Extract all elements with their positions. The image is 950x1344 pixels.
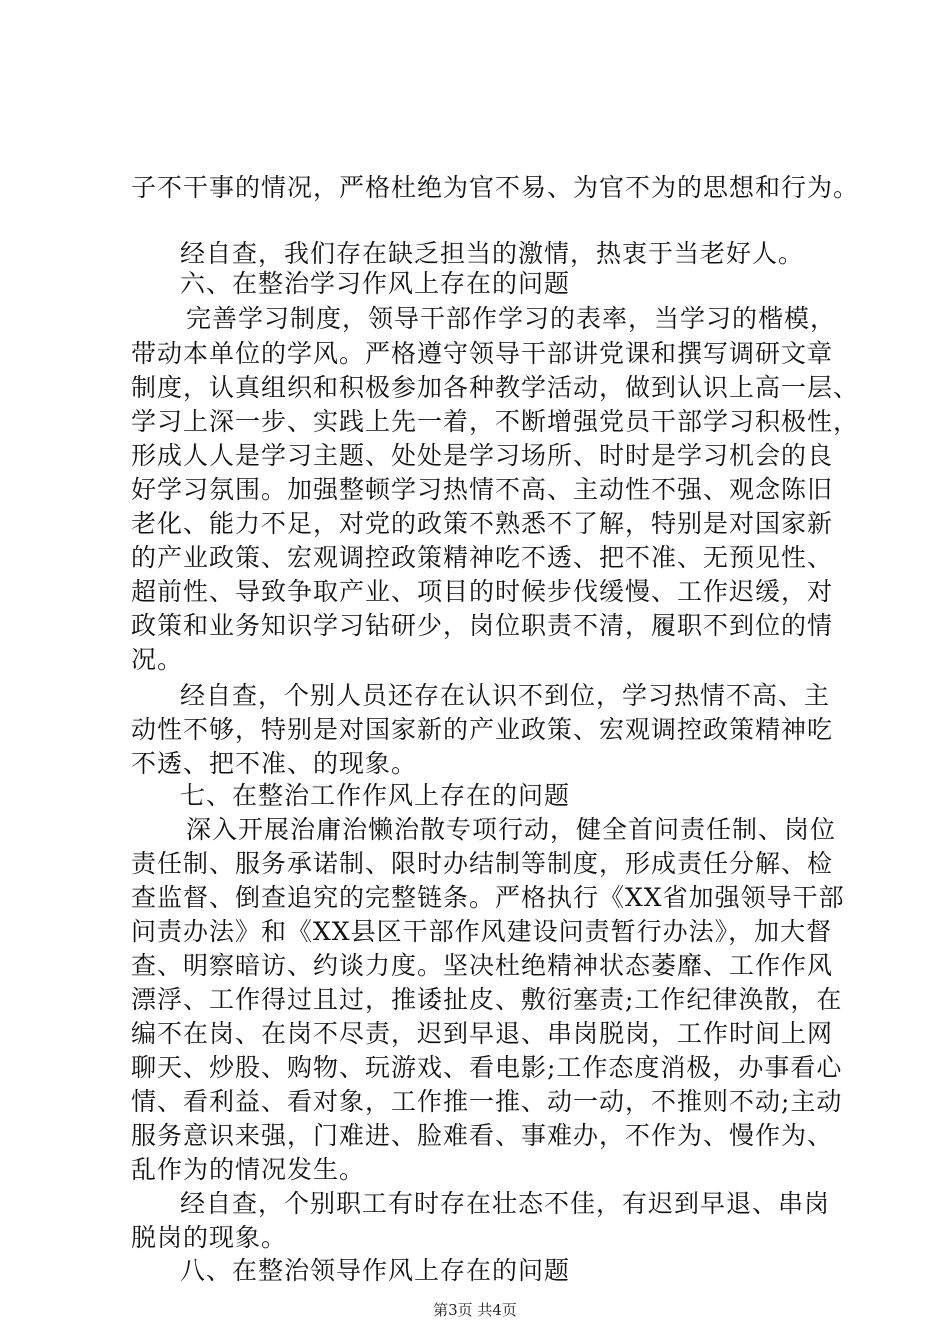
text-line: 编不在岗、在岗不尽责，迟到早退、串岗脱岗，工作时间上网	[131, 1019, 834, 1048]
text-line: 查、明察暗访、约谈力度。坚决杜绝精神状态萎靡、工作作风	[131, 951, 834, 980]
section-heading: 八、在整治领导作风上存在的问题	[180, 1256, 571, 1285]
text-line: 超前性、导致争取产业、项目的时候步伐缓慢、工作迟缓，对	[131, 577, 834, 606]
text-line: 动性不够，特别是对国家新的产业政策、宏观调控政策精神吃	[131, 715, 834, 744]
text-line: 子不干事的情况，严格杜绝为官不易、为官不为的思想和行为。	[131, 173, 860, 202]
text-line: 好学习氛围。加强整顿学习热情不高、主动性不强、观念陈旧	[131, 475, 834, 504]
text-line: 经自查，我们存在缺乏担当的激情，热衷于当老好人。	[180, 239, 805, 268]
text-line: 带动本单位的学风。严格遵守领导干部讲党课和撰写调研文章	[131, 339, 834, 368]
text-line: 聊天、炒股、购物、玩游戏、看电影;工作态度消极，办事看心	[131, 1053, 843, 1082]
text-line: 责任制、服务承诺制、限时办结制等制度，形成责任分解、检	[131, 849, 834, 878]
text-line: 完善学习制度，领导干部作学习的表率，当学习的楷模，	[186, 304, 837, 333]
text-line: 制度，认真组织和积极参加各种教学活动，做到认识上高一层、	[131, 373, 860, 402]
text-line: 的产业政策、宏观调控政策精神吃不透、把不准、无预见性、	[131, 543, 834, 572]
text-line: 学习上深一步、实践上先一着，不断增强党员干部学习积极性，	[131, 407, 860, 436]
text-line: 深入开展治庸治懒治散专项行动，健全首问责任制、岗位	[186, 815, 837, 844]
text-line: 查监督、倒查追究的完整链条。严格执行《XX省加强领导干部	[131, 883, 845, 912]
text-line: 老化、能力不足，对党的政策不熟悉不了解，特别是对国家新	[131, 509, 834, 538]
text-line: 漂浮、工作得过且过，推诿扯皮、敷衍塞责;工作纪律涣散，在	[131, 985, 843, 1014]
text-line: 形成人人是学习主题、处处是学习场所、时时是学习机会的良	[131, 441, 834, 470]
section-heading: 七、在整治工作作风上存在的问题	[180, 781, 571, 810]
text-line: 况。	[131, 645, 184, 674]
text-line: 问责办法》和《XX县区干部作风建设问责暂行办法》，加大督	[131, 917, 833, 946]
text-line: 脱岗的现象。	[131, 1223, 288, 1252]
page-number-footer: 第3页 共4页	[433, 1301, 517, 1319]
text-line: 服务意识来强，门难进、脸难看、事难办，不作为、慢作为、	[131, 1121, 834, 1150]
text-line: 经自查，个别职工有时存在壮态不佳，有迟到早退、串岗	[180, 1189, 831, 1218]
text-line: 不透、把不准、的现象。	[131, 749, 418, 778]
text-line: 情、看利益、看对象，工作推一推、动一动，不推则不动;主动	[131, 1087, 843, 1116]
text-line: 政策和业务知识学习钻研少，岗位职责不清，履职不到位的情	[131, 611, 834, 640]
text-line: 经自查，个别人员还存在认识不到位，学习热情不高、主	[180, 681, 831, 710]
text-line: 乱作为的情况发生。	[131, 1155, 366, 1184]
section-heading: 六、在整治学习作风上存在的问题	[180, 269, 571, 298]
